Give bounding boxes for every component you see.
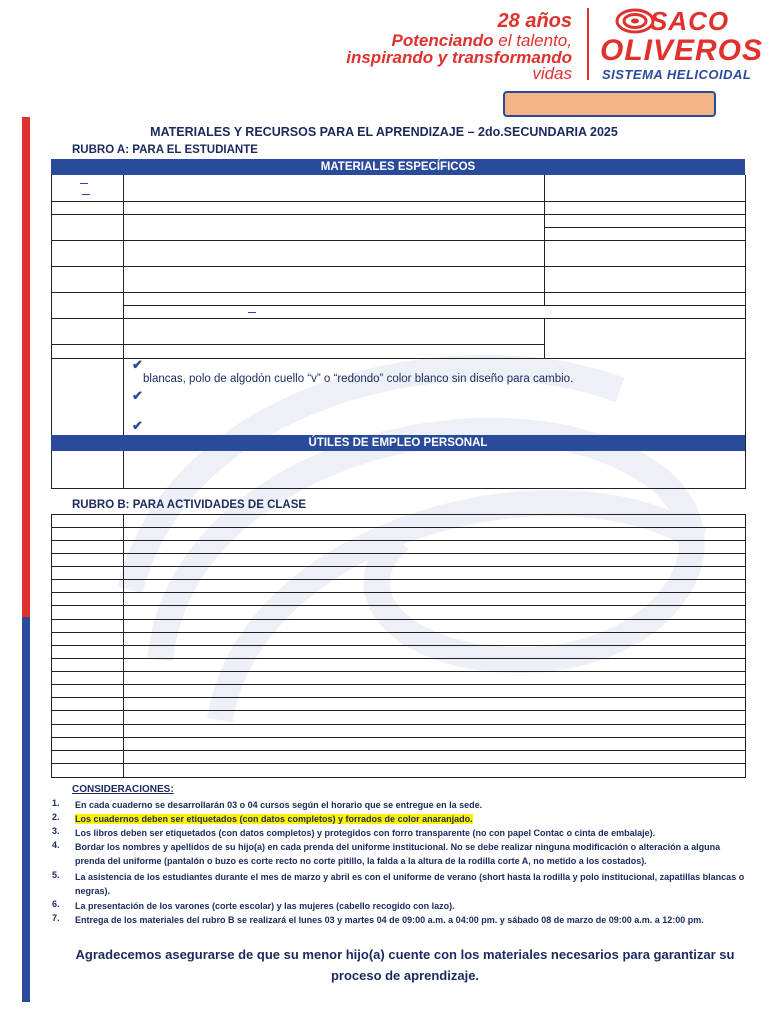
closing-message: Agradecemos asegurarse de que su menor hijo(a) cuente con los materiales necesarios para garantizar su proceso de aprendizaje. xyxy=(75,947,735,983)
consideration-item-highlighted xyxy=(75,812,745,826)
consideration-number: 2. xyxy=(52,812,60,822)
consideration-item: Entrega de los materiales del rubro B se realizará el lunes 03 y martes 04 de 09:00 a.m. a 04:00 pm. y sábado 08 de marzo de 09:00 a.m. a 12:00 pm. xyxy=(75,915,704,925)
uniform-description: blancas, polo de algodón cuello “v” o “redondo” color blanco sin diseño para cambio. xyxy=(143,373,574,385)
brand-name-saco: SACO xyxy=(650,6,730,36)
table-row-line xyxy=(51,697,746,698)
table-row-line xyxy=(51,318,746,319)
side-bar-red xyxy=(22,117,30,617)
checkmark-icon: ✔ xyxy=(132,388,143,403)
orange-label-box xyxy=(503,91,716,117)
tagline-line-4: vidas xyxy=(532,64,572,83)
table-row-line xyxy=(51,645,746,646)
header-divider xyxy=(587,8,589,80)
table-col-divider-2b xyxy=(544,318,545,358)
table-row-line xyxy=(51,214,746,215)
table-row-line xyxy=(51,737,746,738)
table-row-line xyxy=(544,227,746,228)
table-row-line xyxy=(51,724,746,725)
rubro-a-title: RUBRO A: PARA EL ESTUDIANTE xyxy=(72,144,258,156)
table-row-line xyxy=(51,240,746,241)
table-row-line xyxy=(51,632,746,633)
consideration-item: La presentación de los varones (corte escolar) y las mujeres (cabello recogido con lazo). xyxy=(75,901,455,911)
consideration-number: 4. xyxy=(52,840,60,850)
table-row-line xyxy=(51,201,746,202)
table-row-line xyxy=(51,358,746,359)
band-utiles-personal: ÚTILES DE EMPLEO PERSONAL xyxy=(51,435,745,451)
tagline-rest: el talento, xyxy=(493,31,572,50)
rubro-b-title: RUBRO B: PARA ACTIVIDADES DE CLASE xyxy=(72,499,307,511)
table-row-line xyxy=(51,553,746,554)
consideration-number: 5. xyxy=(52,870,60,880)
dash-mark xyxy=(82,194,90,195)
consideration-item: Bordar los nombres y apellidos de su hijo(a) en cada prenda del uniforme institucional. No se debe realizar ninguna modificación o alteración a alguna prenda del uniforme (pantalón o buzo es corte recto no corte pitillo, la falda a la altura de la rodilla corte A, no metido a los costados). xyxy=(75,842,721,866)
table-border-right xyxy=(745,175,746,489)
consideration-number: 6. xyxy=(52,899,60,909)
checkmark-icon: ✔ xyxy=(132,418,143,433)
consideration-item: La asistencia de los estudiantes durante el mes de marzo y abril es con el uniforme de verano (short hasta la rodilla y polo institucional, zapatillas blancas o negras). xyxy=(75,872,745,896)
considerations-title: CONSIDERACIONES: xyxy=(72,784,174,795)
band-materiales-especificos: MATERIALES ESPECÍFICOS xyxy=(51,159,745,175)
table-row-line xyxy=(51,540,746,541)
table-row-line xyxy=(51,344,545,345)
highlighted-text: Los cuadernos deben ser etiquetados (con datos completos) y forrados de color anaranjado. xyxy=(75,814,473,824)
table-row-line xyxy=(51,592,746,593)
consideration-item: En cada cuaderno se desarrollarán 03 o 04 cursos según el horario que se entregue en la sede. xyxy=(75,800,483,810)
table-row-line xyxy=(51,266,746,267)
table-row-line xyxy=(51,527,746,528)
table-row-line xyxy=(51,763,746,764)
table-row-line xyxy=(51,292,746,293)
checkmark-icon: ✔ xyxy=(132,357,143,372)
table-row-line xyxy=(51,777,746,778)
table-row-line xyxy=(51,671,746,672)
swirl-logo-icon xyxy=(615,8,655,34)
brand-subtitle: SISTEMA HELICOIDAL xyxy=(602,67,752,82)
table-row-line xyxy=(51,566,746,567)
tagline-years: 28 años xyxy=(497,10,572,32)
tagline-strong: Potenciando xyxy=(391,31,494,50)
tagline-line-3: inspirando y transformando xyxy=(346,48,572,67)
table-row-line xyxy=(51,710,746,711)
dash-mark xyxy=(248,312,256,313)
consideration-number: 7. xyxy=(52,913,60,923)
brand-name-oliveros: OLIVEROS xyxy=(600,34,764,67)
table-row-line xyxy=(51,684,746,685)
table-row-line xyxy=(51,605,746,606)
table-row-line xyxy=(51,619,746,620)
dash-mark xyxy=(80,183,88,184)
table-row-line xyxy=(51,750,746,751)
page-title: MATERIALES Y RECURSOS PARA EL APRENDIZAJE – 2do.SECUNDARIA 2025 xyxy=(150,125,618,139)
consideration-number: 3. xyxy=(52,826,60,836)
table-bottom-line xyxy=(51,488,746,489)
consideration-number: 1. xyxy=(52,798,60,808)
table-row-line xyxy=(51,579,746,580)
table-row-line xyxy=(51,514,746,515)
side-bar-blue xyxy=(22,617,30,1002)
table-row-line xyxy=(123,305,746,306)
consideration-item: Los libros deben ser etiquetados (con datos completos) y protegidos con forro transparente (no con papel Contac o cinta de embalaje). xyxy=(75,828,656,838)
table-row-line xyxy=(51,658,746,659)
